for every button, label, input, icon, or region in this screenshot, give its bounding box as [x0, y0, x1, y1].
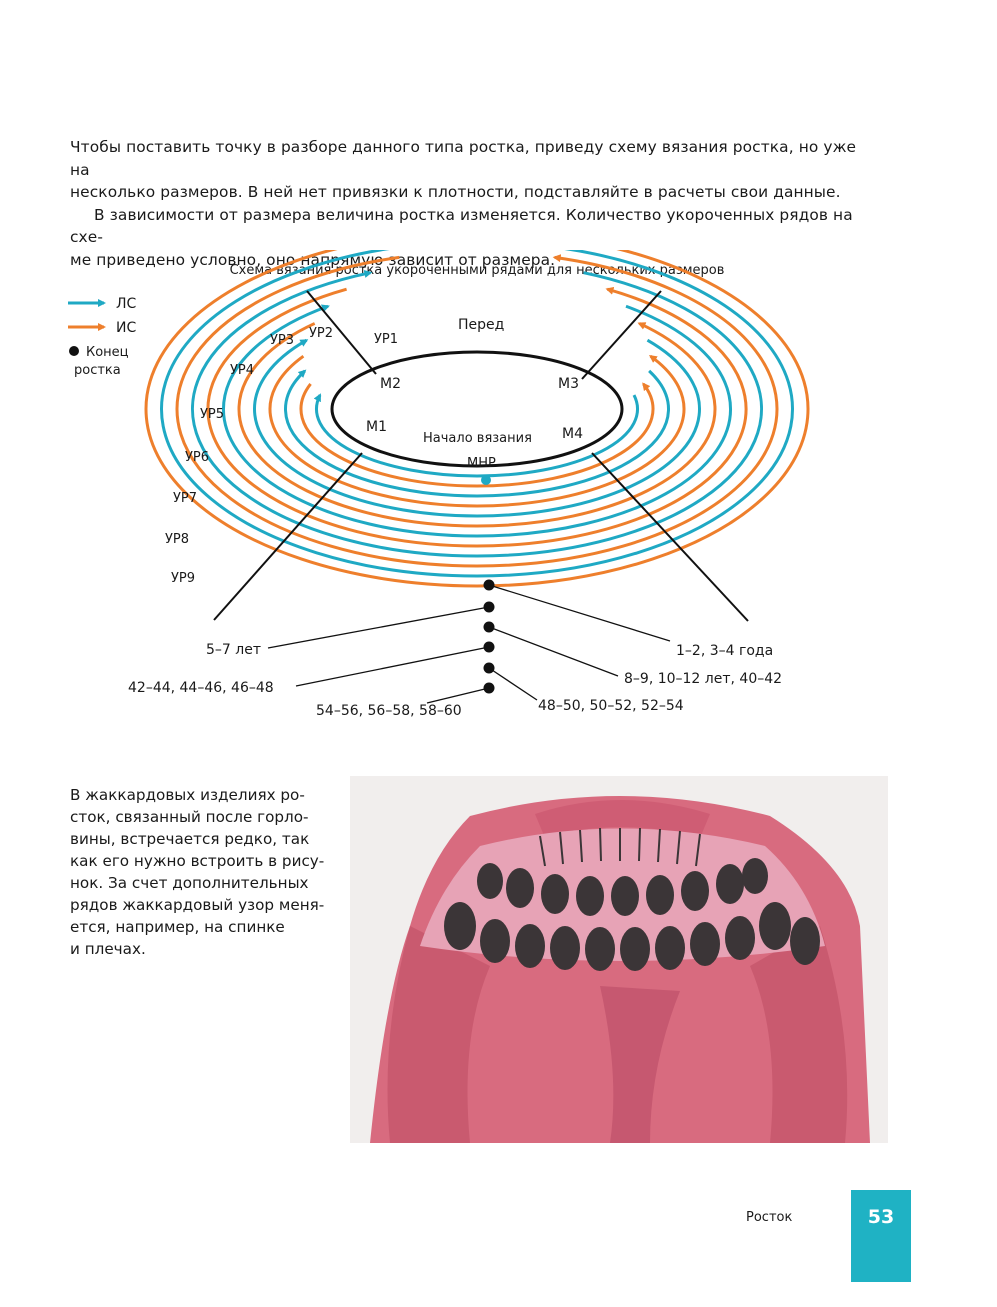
- intro-line: В зависимости от размера величина ростка изменяется. Количество укороченных рядов на схе-: [70, 205, 853, 246]
- intro-line: несколько размеров. В ней нет привязки к плотности, подставляйте в расчеты свои данные.: [70, 183, 841, 201]
- marker-m2-label: М2: [380, 376, 401, 392]
- note-line: как его нужно встроить в рису-: [70, 852, 325, 870]
- row-label: УР1: [374, 332, 399, 347]
- leader-line: [489, 627, 618, 676]
- row-label: УР7: [173, 491, 198, 506]
- diagram-title: Схема вязания ростка укороченными рядами для нескольких размеров: [229, 263, 725, 278]
- legend: [68, 296, 137, 378]
- start-label: Начало вязания: [423, 431, 532, 446]
- section-title: Росток: [746, 1210, 793, 1225]
- marker-m1-label: М1: [366, 419, 387, 435]
- note-line: В жаккардовых изделиях ро-: [70, 786, 305, 804]
- sweater-photo: [350, 776, 888, 1143]
- size-label: 5–7 лет: [206, 642, 261, 658]
- note-line: ется, например, на спинке: [70, 918, 285, 936]
- size-label: 8–9, 10–12 лет, 40–42: [624, 671, 783, 687]
- row-label: УР6: [185, 450, 210, 465]
- leader-line: [296, 647, 489, 686]
- legend-rs-label: ЛС: [116, 296, 137, 312]
- note-line: и плечах.: [70, 940, 146, 958]
- intro-line: ме приведено условно, оно напрямую зависит от размера.: [70, 250, 556, 269]
- intro-line: Чтобы поставить точку в разборе данного типа ростка, приведу схему вязания ростка, но уже на: [70, 138, 857, 179]
- row-label: УР3: [270, 333, 295, 348]
- marker-m3-label: М3: [558, 376, 579, 392]
- short-rows-diagram: [0, 250, 997, 730]
- jacquard-note: [70, 784, 340, 960]
- size-label: 1–2, 3–4 года: [676, 643, 774, 659]
- mnr-label: МНР: [467, 456, 496, 471]
- marker-line-m3: [582, 291, 661, 379]
- legend-end-label: Конец: [86, 345, 129, 360]
- leader-line: [489, 585, 670, 641]
- row-label: УР4: [230, 363, 255, 378]
- sweater-illustration: [350, 776, 888, 1143]
- legend-ws-label: ИС: [116, 320, 137, 336]
- row-label: УР8: [165, 532, 190, 547]
- front-label: Перед: [458, 317, 505, 333]
- note-line: вины, встречается редко, так: [70, 830, 310, 848]
- leader-line: [268, 607, 489, 648]
- leader-line: [489, 668, 537, 700]
- page-number: 53: [867, 1206, 895, 1228]
- note-line: нок. За счет дополнительных: [70, 874, 309, 892]
- marker-m4-label: М4: [562, 426, 583, 442]
- row-label: УР5: [200, 407, 225, 422]
- size-label: 42–44, 44–46, 46–48: [128, 680, 274, 696]
- legend-end-label: ростка: [74, 363, 121, 378]
- row-label: УР2: [309, 326, 334, 341]
- note-line: сток, связанный после горло-: [70, 808, 309, 826]
- start-dot-icon: [481, 475, 491, 485]
- legend-end-dot-icon: [69, 346, 79, 356]
- note-line: рядов жаккардовый узор меня-: [70, 896, 325, 914]
- row-label: УР9: [171, 571, 196, 586]
- size-label: 48–50, 50–52, 52–54: [538, 698, 684, 714]
- page-number-tab: [851, 1190, 911, 1282]
- leader-line: [427, 688, 489, 703]
- neckline-ellipse: [332, 352, 622, 466]
- size-label: 54–56, 56–58, 58–60: [316, 703, 462, 719]
